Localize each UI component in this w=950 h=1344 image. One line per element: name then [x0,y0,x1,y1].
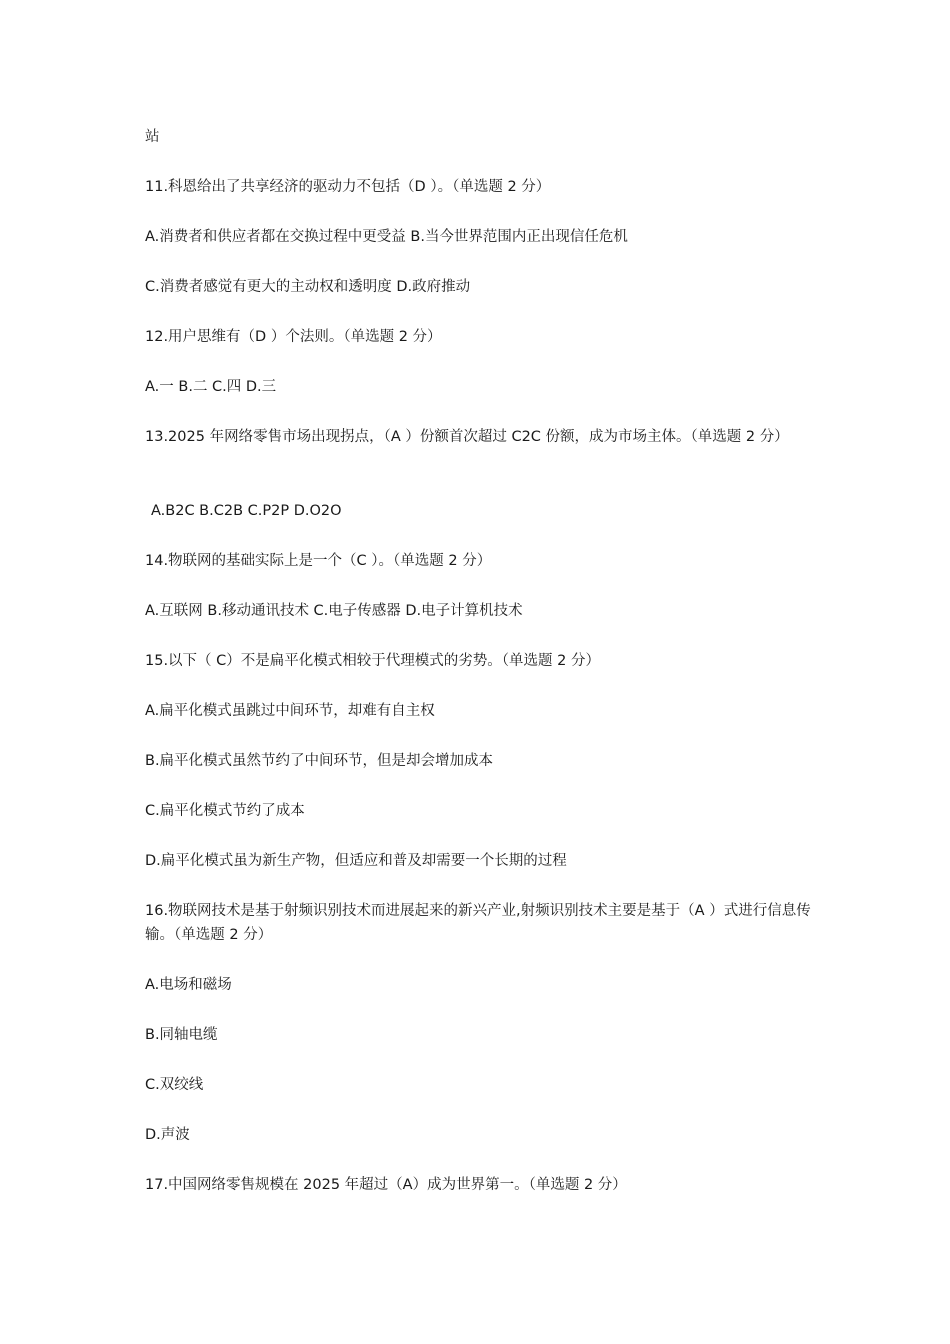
question-16-option-c: C.双绞线 [145,1077,204,1093]
question-16: 16.物联网技术是基于射频识别技术而进展起来的新兴产业,射频识别技术主要是基于（A ）式进行信息传输。（单选题 2 分） [145,903,811,943]
question-15-option-c: C.扁平化模式节约了成本 [145,803,305,819]
question-13-options: A.B2C B.C2B C.P2P D.O2O [151,503,342,519]
question-16-option-b: B.同轴电缆 [145,1027,218,1043]
question-12: 12.用户思维有（D ）个法则。（单选题 2 分） [145,329,442,345]
question-16-option-a: A.电场和磁场 [145,977,232,993]
question-17: 17.中国网络零售规模在 2025 年超过（A）成为世界第一。（单选题 2 分） [145,1177,627,1193]
question-15-option-a: A.扁平化模式虽跳过中间环节，却难有自主权 [145,703,435,719]
question-14: 14.物联网的基础实际上是一个（C ）。（单选题 2 分） [145,553,492,569]
question-14-options: A.互联网 B.移动通讯技术 C.电子传感器 D.电子计算机技术 [145,603,523,619]
question-15: 15.以下（ C）不是扁平化模式相较于代理模式的劣势。（单选题 2 分） [145,653,600,669]
question-13: 13.2025 年网络零售市场出现拐点，（A ）份额首次超过 C2C 份额，成为市场主体。（单选题 2 分） [145,429,789,445]
question-15-option-b: B.扁平化模式虽然节约了中间环节，但是却会增加成本 [145,753,494,769]
question-16-option-d: D.声波 [145,1127,190,1143]
question-11-options-cd: C.消费者感觉有更大的主动权和透明度 D.政府推动 [145,279,471,295]
text-line: 站 [145,129,160,145]
question-12-options: A.一 B.二 C.四 D.三 [145,379,277,395]
question-11: 11.科恩给出了共享经济的驱动力不包括（D ）。（单选题 2 分） [145,179,551,195]
question-15-option-d: D.扁平化模式虽为新生产物，但适应和普及却需要一个长期的过程 [145,853,567,869]
question-11-options-ab: A.消费者和供应者都在交换过程中更受益 B.当今世界范围内正出现信任危机 [145,229,628,245]
